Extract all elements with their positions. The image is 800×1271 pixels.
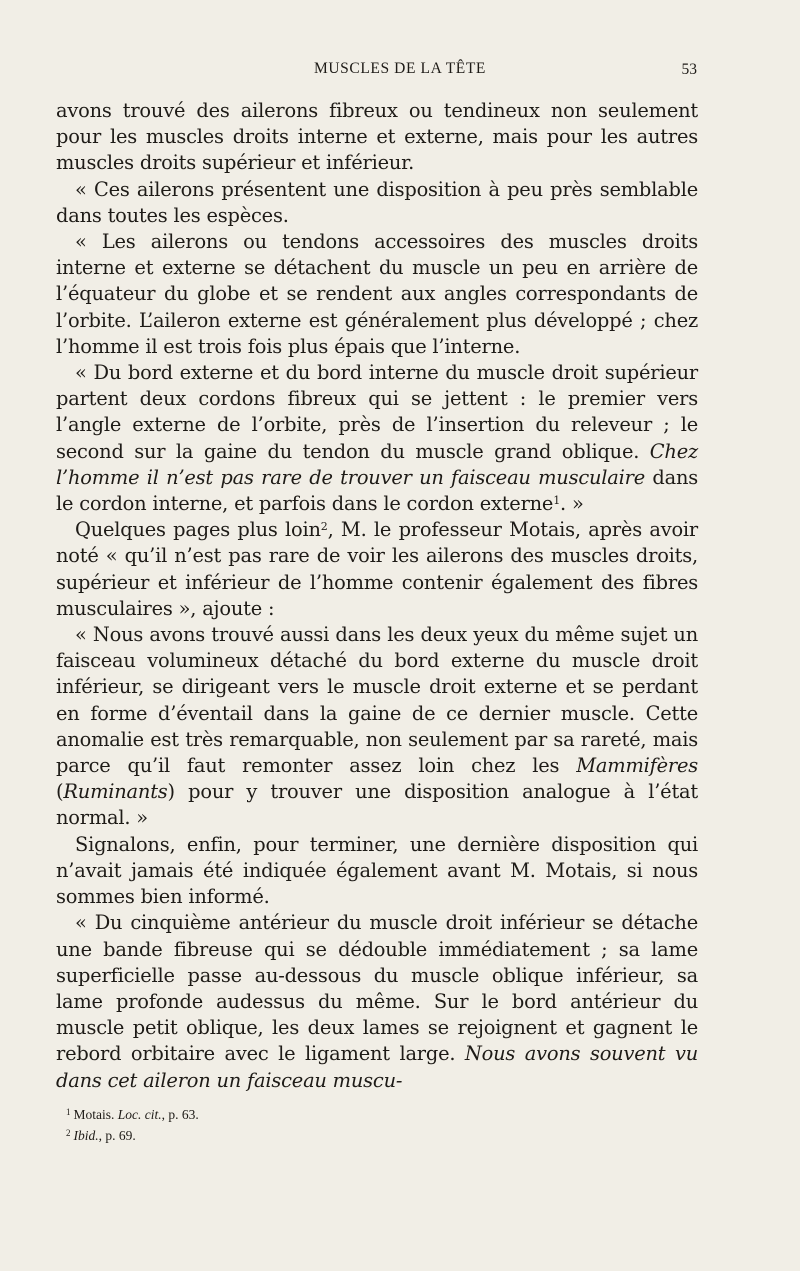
paragraph-4-text-b: dans le cordon interne, et parfois dans le cordon externe [56,465,699,516]
footnote-2-text-b: , p. 69. [98,1128,136,1143]
paragraph-6-text-b: ( [56,780,64,804]
footnote-1 [66,1103,199,1124]
running-header: MUSCLES DE LA TÊTE [314,60,486,77]
footnote-2-mark: 2 [66,1128,71,1138]
paragraph-5 [56,517,698,622]
paragraph-7: Signalons, enfin, pour terminer, une dernière disposition qui n’avait jamais été indiquée également avant M. Motais, si nous sommes bien informé. [56,832,698,909]
footnotes [66,1103,199,1145]
footnote-1-text-a: Motais. [73,1107,118,1122]
paragraph-8-text-a: « Du cinquième antérieur du muscle droit inférieur se détache une bande fibreuse qui se dédouble immédiatement ; sa lame superficielle passe au-dessous du muscle oblique inférieur, sa lame profonde audessus du même. Sur le bord antérieur du muscle petit oblique, les deux lames se rejoignent et gagnent le rebord orbitaire avec le ligament large. [56,911,698,1066]
footnote-1-text-b: , p. 63. [161,1107,199,1122]
paragraph-8-italic: Nous avons souvent vu dans cet aileron un faisceau muscu- [56,1042,698,1092]
paragraph-2: « Ces ailerons présentent une disposition à peu près semblable dans toutes les espèces. [56,177,698,227]
footnote-ref-1: 1 [553,494,561,508]
footnote-2 [66,1124,199,1145]
paragraph-6-text-c: ) pour y trouver une disposition analogue à l’état normal. » [56,780,698,830]
paragraph-3: « Les ailerons ou tendons accessoires des muscles droits interne et externe se détachent du muscle un peu en arrière de l’équateur du globe et se rendent aux angles correspondants de l’orbite. L’aileron externe est généralement plus développé ; chez l’homme il est trois fois plus épais que l’interne. [56,230,698,358]
paragraph-4-text-a: « Du bord externe et du bord interne du muscle droit supérieur partent deux cordons fibreux qui se jettent : le premier vers l’angle externe de l’orbite, près de l’insertion du releveur ; le second sur la gaine du tendon du muscle grand oblique. [56,361,698,463]
paragraph-1: avons trouvé des ailerons fibreux ou tendineux non seulement pour les muscles droits interne et externe, mais pour les autres muscles droits supérieur et inférieur. [56,99,698,175]
paragraph-4-text-c: . » [560,492,584,516]
paragraph-5-text-a: Quelques pages plus loin [75,518,321,542]
body-text [56,98,698,1094]
paragraph-6-text-a: « Nous avons trouvé aussi dans les deux yeux du même sujet un faisceau volumineux détaché du bord externe du muscle droit inférieur, se dirigeant vers le muscle droit externe et se perdant en forme d’éventail dans la gaine de ce dernier muscle. Cette anomalie est très remarquable, non seulement par sa rareté, mais parce qu’il faut remonter assez loin chez les [56,623,698,778]
footnote-1-italic: Loc. cit. [117,1107,162,1122]
paragraph-6-italic-2: Ruminants [63,780,168,804]
paragraph-6 [56,622,698,832]
paragraph-6-italic-1: Mammifères [576,754,698,778]
footnote-ref-2: 2 [320,520,328,534]
paragraph-4-italic: Chez l’homme il n’est pas rare de trouver un faisceau musculaire [56,439,698,489]
paragraph-8 [56,910,698,1093]
page-number: 53 [681,61,697,78]
paragraph-4 [56,360,698,517]
footnote-1-mark: 1 [66,1107,71,1117]
footnote-2-italic: Ibid. [73,1128,99,1143]
paragraph-5-text-b: , M. le professeur Motais, après avoir noté « qu’il n’est pas rare de voir les ailerons des muscles droits, supérieur et inférieur de l’homme contenir également des fibres musculaires », ajoute : [56,518,698,620]
